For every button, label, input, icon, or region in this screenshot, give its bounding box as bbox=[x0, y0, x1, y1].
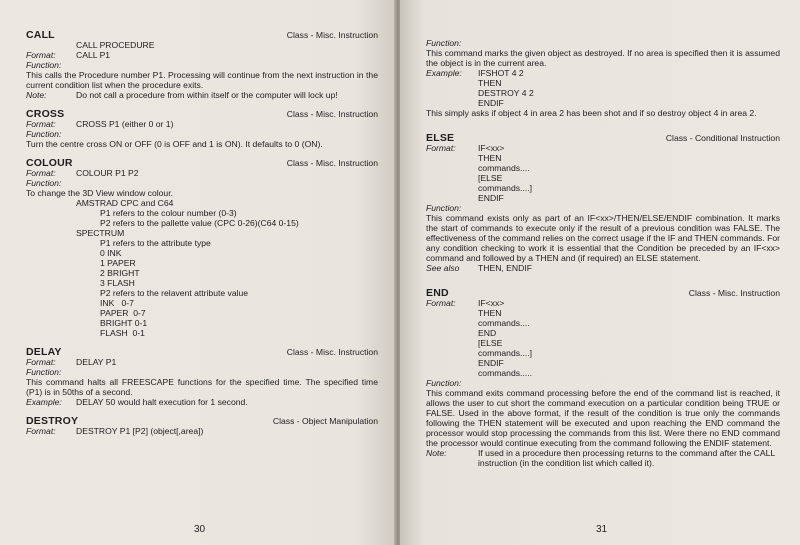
example-label: Example: bbox=[426, 68, 462, 78]
entry-destroy-example bbox=[426, 68, 780, 108]
spectrum-list-item: 2 BRIGHT bbox=[100, 268, 140, 278]
left-page bbox=[0, 0, 396, 545]
format-text: CALL P1 bbox=[76, 50, 111, 60]
example-text: DELAY 50 would halt execution for 1 second. bbox=[76, 397, 248, 407]
entry-call-note bbox=[26, 90, 378, 100]
entry-delay-header bbox=[26, 347, 378, 357]
code-line: ENDIF bbox=[478, 98, 504, 108]
note-label: Note: bbox=[426, 448, 447, 458]
entry-else bbox=[426, 133, 780, 273]
entry-colour-class: Class - Misc. Instruction bbox=[286, 158, 378, 168]
spectrum-value: INK 0-7 bbox=[100, 298, 134, 308]
entry-else-see-also bbox=[426, 263, 780, 273]
entry-end-header bbox=[426, 288, 780, 298]
spectrum-value: PAPER 0-7 bbox=[100, 308, 146, 318]
entry-call-class: Class - Misc. Instruction bbox=[286, 30, 378, 40]
entry-end-format bbox=[426, 298, 780, 378]
format-label: Format: bbox=[26, 168, 56, 178]
entry-call-format bbox=[26, 50, 378, 60]
see-also-label: See also bbox=[426, 263, 460, 273]
code-line: [ELSE bbox=[478, 338, 503, 348]
entry-call-keyword: CALL bbox=[26, 29, 55, 41]
entry-colour-text: To change the 3D View window colour. bbox=[26, 188, 173, 198]
entry-destroy-text: This command marks the given object as destroyed. If no area is specified then it is assumed the object is in the current area. bbox=[426, 48, 780, 68]
code-line: THEN bbox=[478, 153, 502, 163]
format-text: DELAY P1 bbox=[76, 357, 117, 367]
left-page-content bbox=[26, 30, 378, 445]
format-label: Format: bbox=[26, 50, 56, 60]
note-text: If used in a procedure then processing returns to the command after the CALL instruction (in the condition list which called it). bbox=[478, 448, 775, 468]
code-line: ENDIF bbox=[478, 358, 504, 368]
note-text: Do not call a procedure from within itself or the computer will lock up! bbox=[76, 90, 338, 100]
format-label: Format: bbox=[426, 143, 456, 153]
spectrum-p2: P2 refers to the relavent attribute value bbox=[100, 288, 249, 298]
code-line: END bbox=[478, 328, 497, 338]
function-label: Function: bbox=[26, 178, 62, 188]
entry-destroy-keyword: DESTROY bbox=[26, 415, 79, 427]
page-number-left: 30 bbox=[194, 524, 206, 535]
function-label: Function: bbox=[26, 60, 62, 70]
entry-colour-format bbox=[26, 168, 378, 178]
code-line: commands....] bbox=[478, 183, 532, 193]
code-line: commands.... bbox=[478, 318, 530, 328]
format-text: CROSS P1 (either 0 or 1) bbox=[76, 119, 174, 129]
entry-call-text: This calls the Procedure number P1. Processing will continue from the next instruction in the current condition list when the procedure exits. bbox=[26, 70, 378, 90]
function-label: Function: bbox=[426, 38, 462, 48]
format-code bbox=[478, 143, 532, 203]
spectrum-list-item: 3 FLASH bbox=[100, 278, 135, 288]
spectrum-heading: SPECTRUM bbox=[76, 228, 125, 238]
entry-call-header bbox=[26, 30, 378, 40]
spectrum-list-item: 1 PAPER bbox=[100, 258, 136, 268]
format-label: Format: bbox=[426, 298, 456, 308]
entry-delay-keyword: DELAY bbox=[26, 346, 62, 358]
format-code bbox=[478, 298, 532, 378]
code-line: [ELSE bbox=[478, 173, 503, 183]
entry-destroy-header bbox=[26, 416, 378, 426]
entry-else-class: Class - Conditional Instruction bbox=[665, 133, 780, 143]
entry-end-class: Class - Misc. Instruction bbox=[688, 288, 780, 298]
code-line: THEN bbox=[478, 308, 502, 318]
entry-end-note bbox=[426, 448, 780, 468]
entry-colour-keyword: COLOUR bbox=[26, 157, 73, 169]
entry-delay-example bbox=[26, 397, 378, 407]
see-also-text: THEN, ENDIF bbox=[478, 263, 532, 273]
function-label: Function: bbox=[26, 367, 62, 377]
entry-else-text: This command exists only as part of an IF<xx>/THEN/ELSE/ENDIF combination. It marks the start of commands to execute only if the result of a previous condition was FALSE. The effectiveness of the command relies on the correct usage if the IF and THEN commands. For any condition checking to work it is essential that the Condition be preceded by an IF<xx> command and followed by a THEN and (if required) an ELSE statement. bbox=[426, 213, 780, 263]
spectrum-value: BRIGHT 0-1 bbox=[100, 318, 148, 328]
entry-else-format bbox=[426, 143, 780, 203]
entry-destroy-class: Class - Object Manipulation bbox=[272, 416, 378, 426]
entry-call-title: CALL PROCEDURE bbox=[76, 40, 155, 50]
entry-destroy-continued bbox=[426, 38, 780, 118]
entry-end-text: This command exits command processing before the end of the command list is reached, it allows the user to cut short the command execution on a particular condition being TRUE or FALSE. Used in the above format, if the result of the condition is true only the commands following the THEN statement will be executed and upon reaching the END command the processor would stop processing the commands from this list. Were there no END command the processor would continue executing from the command following the ENDIF statement. bbox=[426, 388, 780, 448]
page-number-right: 31 bbox=[596, 524, 608, 535]
example-code bbox=[478, 68, 534, 108]
format-text: DESTROY P1 [P2] (object[,area]) bbox=[76, 426, 204, 436]
right-page bbox=[400, 0, 800, 545]
function-label: Function: bbox=[26, 129, 62, 139]
entry-destroy bbox=[26, 416, 378, 436]
entry-colour-header bbox=[26, 158, 378, 168]
code-line: DESTROY 4 2 bbox=[478, 88, 534, 98]
entry-cross-format bbox=[26, 119, 378, 129]
entry-cross-class: Class - Misc. Instruction bbox=[286, 109, 378, 119]
entry-cross bbox=[26, 109, 378, 149]
entry-destroy-format bbox=[26, 426, 378, 436]
code-line: commands..... bbox=[478, 368, 532, 378]
function-label: Function: bbox=[426, 378, 462, 388]
entry-delay bbox=[26, 347, 378, 407]
entry-end-keyword: END bbox=[426, 287, 449, 299]
code-line: IF<xx> bbox=[478, 143, 505, 153]
function-label: Function: bbox=[426, 203, 462, 213]
format-label: Format: bbox=[26, 426, 56, 436]
entry-cross-keyword: CROSS bbox=[26, 108, 65, 120]
format-label: Format: bbox=[26, 357, 56, 367]
example-label: Example: bbox=[26, 397, 62, 407]
entry-delay-text: This command halts all FREESCAPE functions for the specified time. The specified time (P1) is in 50ths of a second. bbox=[26, 377, 378, 397]
entry-colour bbox=[26, 158, 378, 338]
amstrad-heading: AMSTRAD CPC and C64 bbox=[76, 198, 174, 208]
entry-delay-format bbox=[26, 357, 378, 367]
entry-cross-header bbox=[26, 109, 378, 119]
code-line: ENDIF bbox=[478, 193, 504, 203]
code-line: IFSHOT 4 2 bbox=[478, 68, 524, 78]
spectrum-value: FLASH 0-1 bbox=[100, 328, 145, 338]
code-line: THEN bbox=[478, 78, 502, 88]
entry-call bbox=[26, 30, 378, 100]
note-label: Note: bbox=[26, 90, 47, 100]
format-text: COLOUR P1 P2 bbox=[76, 168, 139, 178]
spectrum-p1: P1 refers to the attribute type bbox=[100, 238, 211, 248]
entry-delay-class: Class - Misc. Instruction bbox=[286, 347, 378, 357]
right-page-content bbox=[426, 38, 780, 477]
code-line: commands.... bbox=[478, 163, 530, 173]
entry-destroy-summary: This simply asks if object 4 in area 2 has been shot and if so destroy object 4 in area 2. bbox=[426, 108, 757, 118]
entry-cross-text: Turn the centre cross ON or OFF (0 is OFF and 1 is ON). It defaults to 0 (ON). bbox=[26, 139, 323, 149]
amstrad-p1: P1 refers to the colour number (0-3) bbox=[100, 208, 237, 218]
code-line: commands....] bbox=[478, 348, 532, 358]
entry-else-keyword: ELSE bbox=[426, 132, 455, 144]
entry-end bbox=[426, 288, 780, 468]
code-line: IF<xx> bbox=[478, 298, 505, 308]
format-label: Format: bbox=[26, 119, 56, 129]
amstrad-p2: P2 refers to the pallette value (CPC 0-26)(C64 0-15) bbox=[100, 218, 299, 228]
entry-else-header bbox=[426, 133, 780, 143]
spectrum-list-item: 0 INK bbox=[100, 248, 122, 258]
